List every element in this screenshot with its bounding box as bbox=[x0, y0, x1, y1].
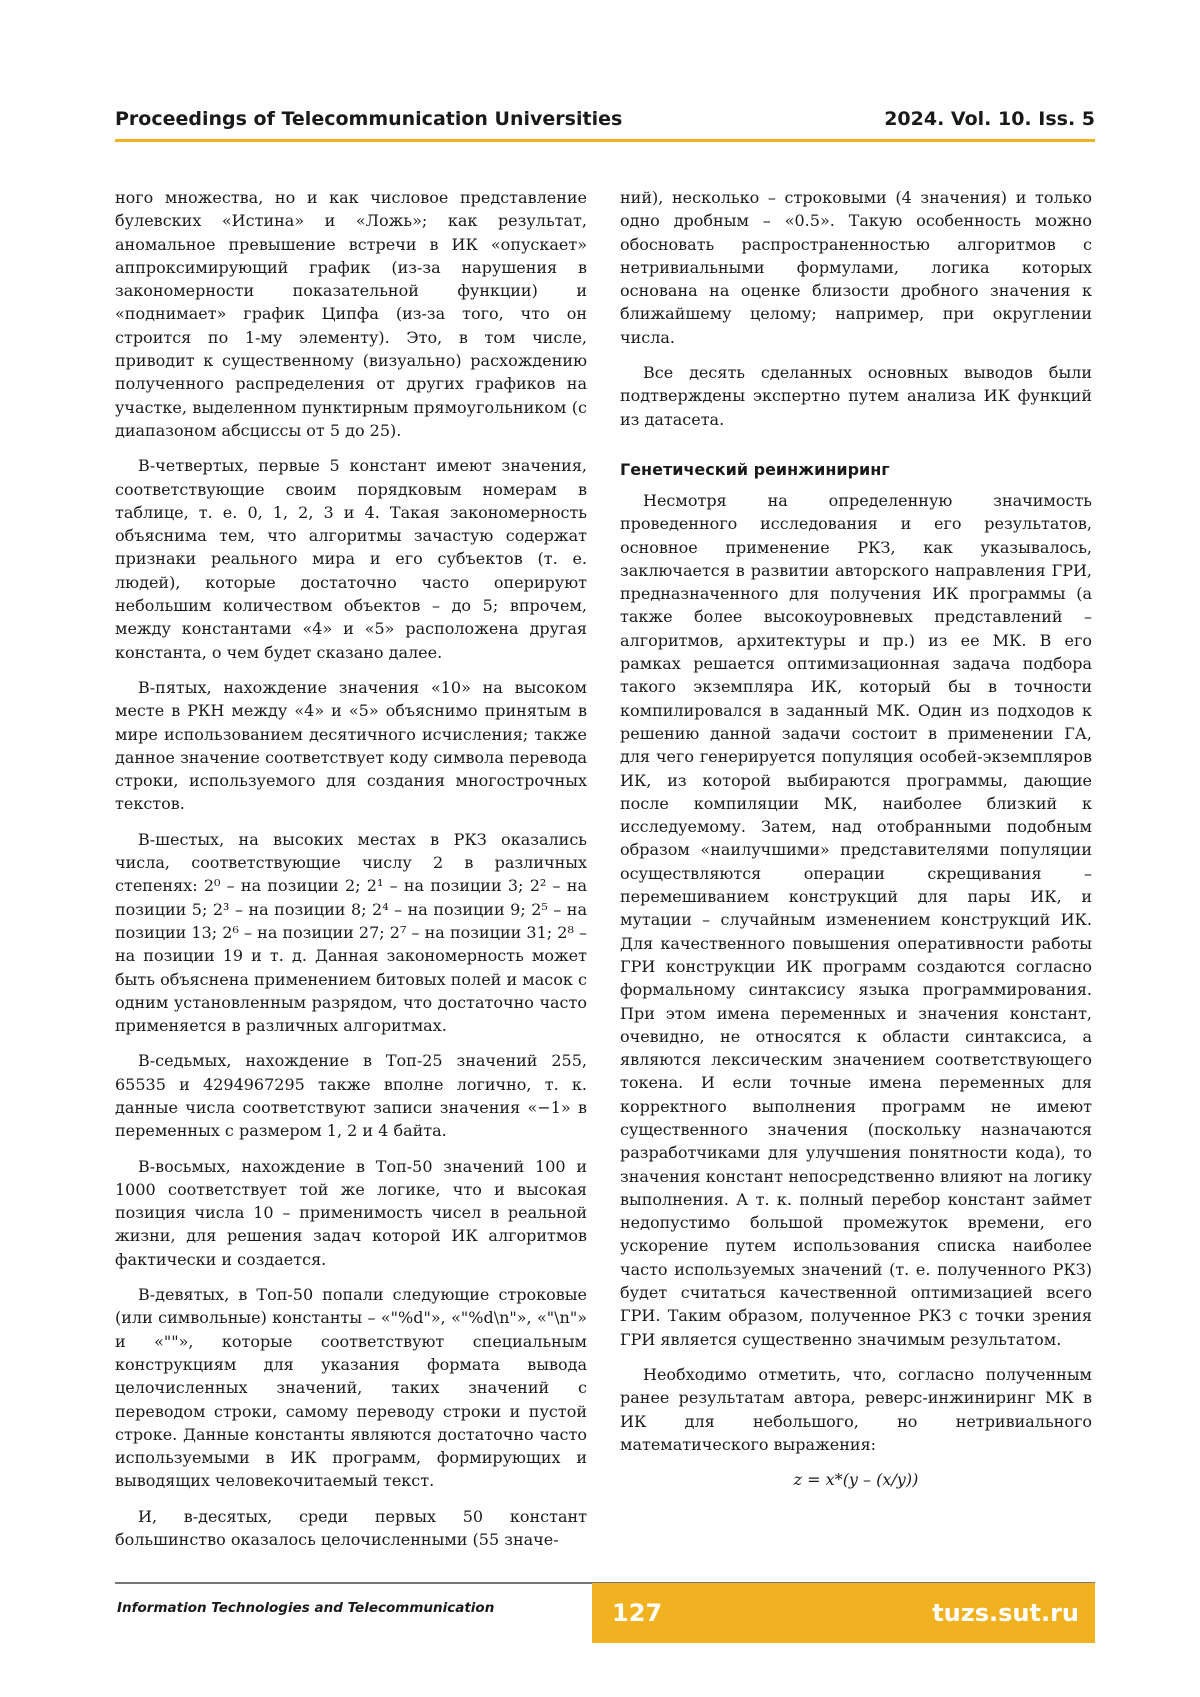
issue-info: 2024. Vol. 10. Iss. 5 bbox=[884, 108, 1095, 130]
footer-section-title: Information Technologies and Telecommunication bbox=[117, 1600, 495, 1616]
left-column bbox=[115, 186, 587, 1563]
paragraph: Несмотря на определенную значимость проведенного исследования и его результатов, основное применение РКЗ, как указывалось, заключается в развитии авторского направления ГРИ, предназначенного для получения ИК программы (а также более высокоуровневых представлений – алгоритмов, архитектуры и пр.) из ее МК. В его рамках решается оптимизационная задача подбора такого экземпляра ИК, который бы в точности компилировался в заданный МК. Один из подходов к решению данной задачи состоит в применении ГА, для чего генерируется популяция особей-экземпляров ИК, из которой выбираются программы, дающие после компиляции МК, наиболее близкий к исследуемому. Затем, над отобранными подобным образом «наилучшими» представителями популяции осуществляются операции скрещивания – перемешиванием конструкций для пары ИК, и мутации – случайным изменением конструкций ИК. Для качественного повышения оперативности работы ГРИ конструкции ИК программ создаются согласно формальному синтаксису языка программирования. При этом имена переменных и значения констант, очевидно, не относятся к области синтаксиса, а являются лексическим значением соответствующего токена. И если точные имена переменных для корректного выполнения программ не имеют существенного значения (поскольку назначаются разработчиками для улучшения понятности кода), то значения констант непосредственно влияют на логику выполнения. А т. к. полный перебор констант займет недопустимо большой промежуток времени, его ускорение путем использования списка наиболее часто используемых значений (т. е. полученного РКЗ) будет считаться качественной оптимизацией всего ГРИ. Таким образом, полученное РКЗ с точки зрения ГРИ является существенно значимым результатом. bbox=[620, 490, 1092, 1349]
journal-website: tuzs.sut.ru bbox=[932, 1599, 1079, 1627]
paragraph: Все десять сделанных основных выводов были подтверждены экспертно путем анализа ИК функций из датасета. bbox=[620, 363, 1092, 429]
footer-band bbox=[592, 1583, 1095, 1643]
paragraph: В-седьмых, нахождение в Топ-25 значений 255, 65535 и 4294967295 также вполне логично, т. к. данные числа соответствуют записи значения «−1» в переменных с размером 1, 2 и 4 байта. bbox=[115, 1051, 587, 1141]
paragraph: В-шестых, на высоких местах в РКЗ оказались числа, соответствующие числу 2 в различных степенях: 2⁰ – на позиции 2; 2¹ – на позиции 3; 2² – на позиции 5; 2³ – на позиции 8; 2⁴ – на позиции 9; 2⁵ – на позиции 13; 2⁶ – на позиции 27; 2⁷ – на позиции 31; 2⁸ – на позиции 19 и т. д. Данная закономерность может быть объяснена применением битовых полей и масок с одним установленным разрядом, что достаточно часто применяется в различных алгоритмах. bbox=[115, 829, 587, 1036]
right-column bbox=[620, 186, 1092, 1491]
paragraph: В-четвертых, первые 5 констант имеют значения, соответствующие своим порядковым номерам в таблице, т. е. 0, 1, 2, 3 и 4. Такая закономерность объяснима тем, что алгоритмы зачастую содержат признаки реального мира и его субъектов (т. е. людей), которые достаточно часто оперируют небольшим количеством объектов – до 5; впрочем, между константами «4» и «5» расположена другая константа, о чем будет сказано далее. bbox=[115, 456, 587, 662]
header-rule bbox=[115, 139, 1095, 142]
page-number: 127 bbox=[612, 1599, 663, 1627]
paragraph: Необходимо отметить, что, согласно полученным ранее результатам автора, реверс-инжиниринг МК в ИК для небольшого, но нетривиального математического выражения: bbox=[620, 1364, 1092, 1454]
paragraph: В-девятых, в Топ-50 попали следующие строковые (или символьные) константы – «"%d"», «"%d\n"», «"\n"» и «""», которые соответствуют специальным конструкциям для указания формата вывода целочисленных значений, таких значений с переводом строки, самому переводу строки и пустой строке. Данные константы являются достаточно часто используемыми в ИК программ, формирующих и выводящих человекочитаемый текст. bbox=[115, 1285, 587, 1491]
running-header bbox=[115, 104, 1095, 134]
paragraph: И, в-десятых, среди первых 50 констант большинство оказалось целочисленными (55 значе- bbox=[115, 1506, 587, 1550]
section-heading: Генетический реинжиниринг bbox=[620, 459, 890, 479]
formula: z = x*(y – (x/y)) bbox=[793, 1470, 919, 1490]
paragraph: ного множества, но и как числовое представление булевских «Истина» и «Ложь»; как результат, аномальное превышение встречи в ИК «опускает» аппроксимирующий график (из-за нарушения в закономерности показательной функции) и «поднимает» график Ципфа (из-за того, что он строится по 1-му элементу). Это, в том числе, приводит к существенному (визуально) расхождению полученного распределения от других графиков на участке, выделенном пунктирным прямоугольником (с диапазоном абсциссы от 5 до 25). bbox=[115, 188, 587, 440]
paragraph: ний), несколько – строковыми (4 значения) и только одно дробным – «0.5». Такую особенность можно обосновать распространенностью алгоритмов с нетривиальными формулами, логика которых основана на оценке близости дробного значения к ближайшему целому; например, при округлении числа. bbox=[620, 188, 1092, 347]
journal-title: Proceedings of Telecommunication Universities bbox=[115, 108, 623, 130]
paragraph: В-пятых, нахождение значения «10» на высоком месте в РКН между «4» и «5» объяснимо принятым в мире использованием десятичного исчисления; также данное значение соответствует коду символа перевода строки, используемого для создания многострочных текстов. bbox=[115, 677, 587, 814]
paragraph: В-восьмых, нахождение в Топ-50 значений 100 и 1000 соответствует той же логике, что и высокая позиция числа 10 – применимость чисел в реальной жизни, для решения задач которой ИК алгоритмов фактически и создается. bbox=[115, 1156, 587, 1269]
